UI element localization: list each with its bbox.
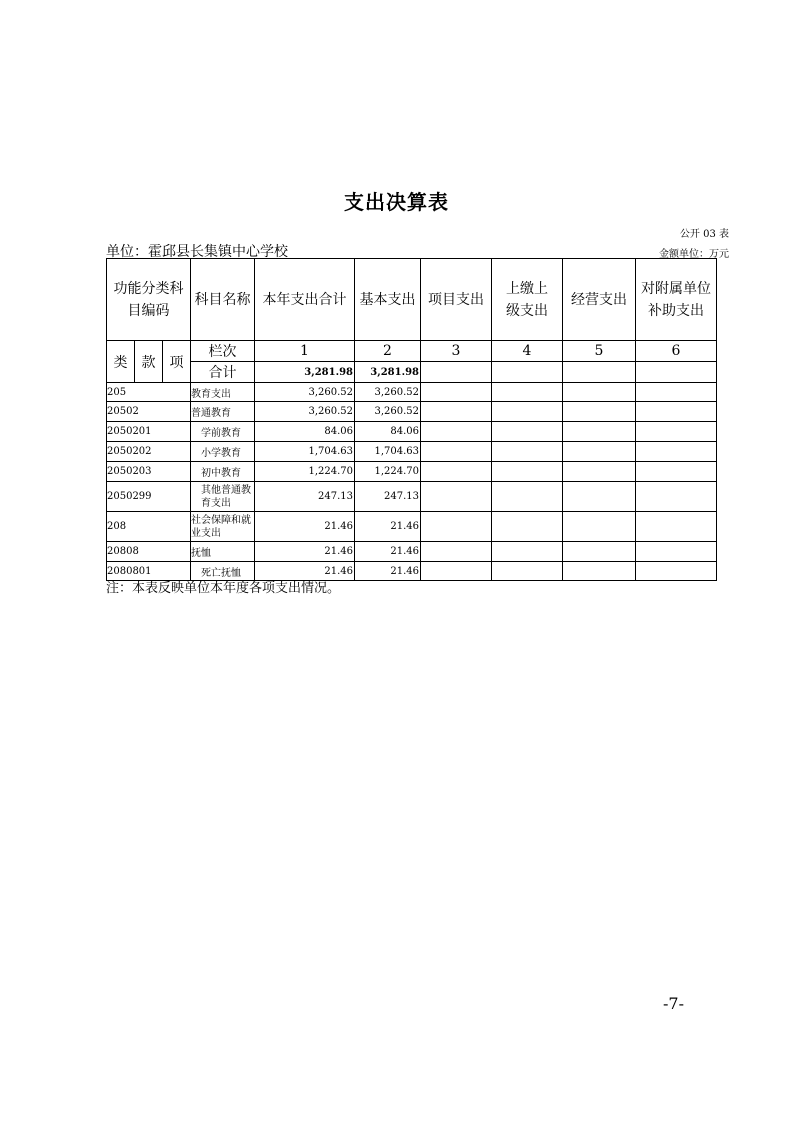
row-name: 小学教育: [191, 442, 255, 462]
row-total: 21.46: [255, 562, 355, 581]
row-basic: 21.46: [355, 562, 421, 581]
unit-label: 单位：霍邱县长集镇中心学校: [106, 244, 288, 260]
page-number: -7-: [663, 994, 684, 1013]
row-name: 社会保障和就业支出: [191, 512, 255, 542]
row-name: 初中教育: [191, 462, 255, 482]
row-name: 普通教育: [191, 402, 255, 422]
row-code: 208: [107, 512, 191, 542]
row-name: 死亡抚恤: [191, 562, 255, 581]
money-unit-label: 金额单位：万元: [659, 249, 729, 260]
table-row: [107, 402, 717, 422]
header-lanci: 栏次: [191, 341, 255, 362]
table-row: [107, 383, 717, 402]
total-label: 合计: [191, 362, 255, 383]
row-basic: 21.46: [355, 512, 421, 542]
row-code: 2050299: [107, 482, 191, 512]
row-code: 2080801: [107, 562, 191, 581]
column-number-row: [107, 341, 717, 362]
table-row: [107, 482, 717, 512]
col-num-2: 2: [355, 341, 421, 362]
header-kuan: 款: [135, 341, 163, 383]
row-name: 其他普通教育支出: [191, 482, 255, 512]
header-upper: 上缴上级支出: [492, 259, 563, 341]
row-code: 20808: [107, 542, 191, 562]
row-code: 205: [107, 383, 191, 402]
col-num-6: 6: [636, 341, 717, 362]
col-num-5: 5: [563, 341, 636, 362]
row-total: 21.46: [255, 542, 355, 562]
header-business: 经营支出: [563, 259, 636, 341]
total-amount: 3,281.98: [255, 362, 355, 383]
row-total: 247.13: [255, 482, 355, 512]
form-number: 公开 03 表: [679, 229, 729, 240]
header-xiang: 项: [163, 341, 191, 383]
table-row: [107, 422, 717, 442]
expenditure-table: [106, 258, 717, 581]
total-row: [107, 362, 717, 383]
header-row: [107, 259, 717, 341]
row-total: 84.06: [255, 422, 355, 442]
row-basic: 3,260.52: [355, 383, 421, 402]
header-lei: 类: [107, 341, 135, 383]
row-total: 21.46: [255, 512, 355, 542]
table-row: [107, 462, 717, 482]
row-name: 抚恤: [191, 542, 255, 562]
table-row: [107, 542, 717, 562]
row-total: 1,704.63: [255, 442, 355, 462]
row-basic: 84.06: [355, 422, 421, 442]
row-name: 学前教育: [191, 422, 255, 442]
header-code: 功能分类科目编码: [107, 259, 191, 341]
row-basic: 247.13: [355, 482, 421, 512]
row-basic: 21.46: [355, 542, 421, 562]
row-code: 2050201: [107, 422, 191, 442]
header-subsidiary: 对附属单位补助支出: [636, 259, 717, 341]
row-total: 3,260.52: [255, 402, 355, 422]
total-basic: 3,281.98: [355, 362, 421, 383]
row-total: 3,260.52: [255, 383, 355, 402]
table-row: [107, 442, 717, 462]
row-code: 20502: [107, 402, 191, 422]
row-code: 2050203: [107, 462, 191, 482]
col-num-3: 3: [421, 341, 492, 362]
row-basic: 1,704.63: [355, 442, 421, 462]
row-basic: 1,224.70: [355, 462, 421, 482]
page-title: 支出决算表: [344, 190, 449, 214]
col-num-4: 4: [492, 341, 563, 362]
row-code: 2050202: [107, 442, 191, 462]
header-project: 项目支出: [421, 259, 492, 341]
table-row: [107, 512, 717, 542]
table-note: 注：本表反映单位本年度各项支出情况。: [106, 581, 341, 596]
header-name: 科目名称: [191, 259, 255, 341]
header-total: 本年支出合计: [255, 259, 355, 341]
col-num-1: 1: [255, 341, 355, 362]
row-basic: 3,260.52: [355, 402, 421, 422]
row-total: 1,224.70: [255, 462, 355, 482]
header-basic: 基本支出: [355, 259, 421, 341]
row-name: 教育支出: [191, 383, 255, 402]
